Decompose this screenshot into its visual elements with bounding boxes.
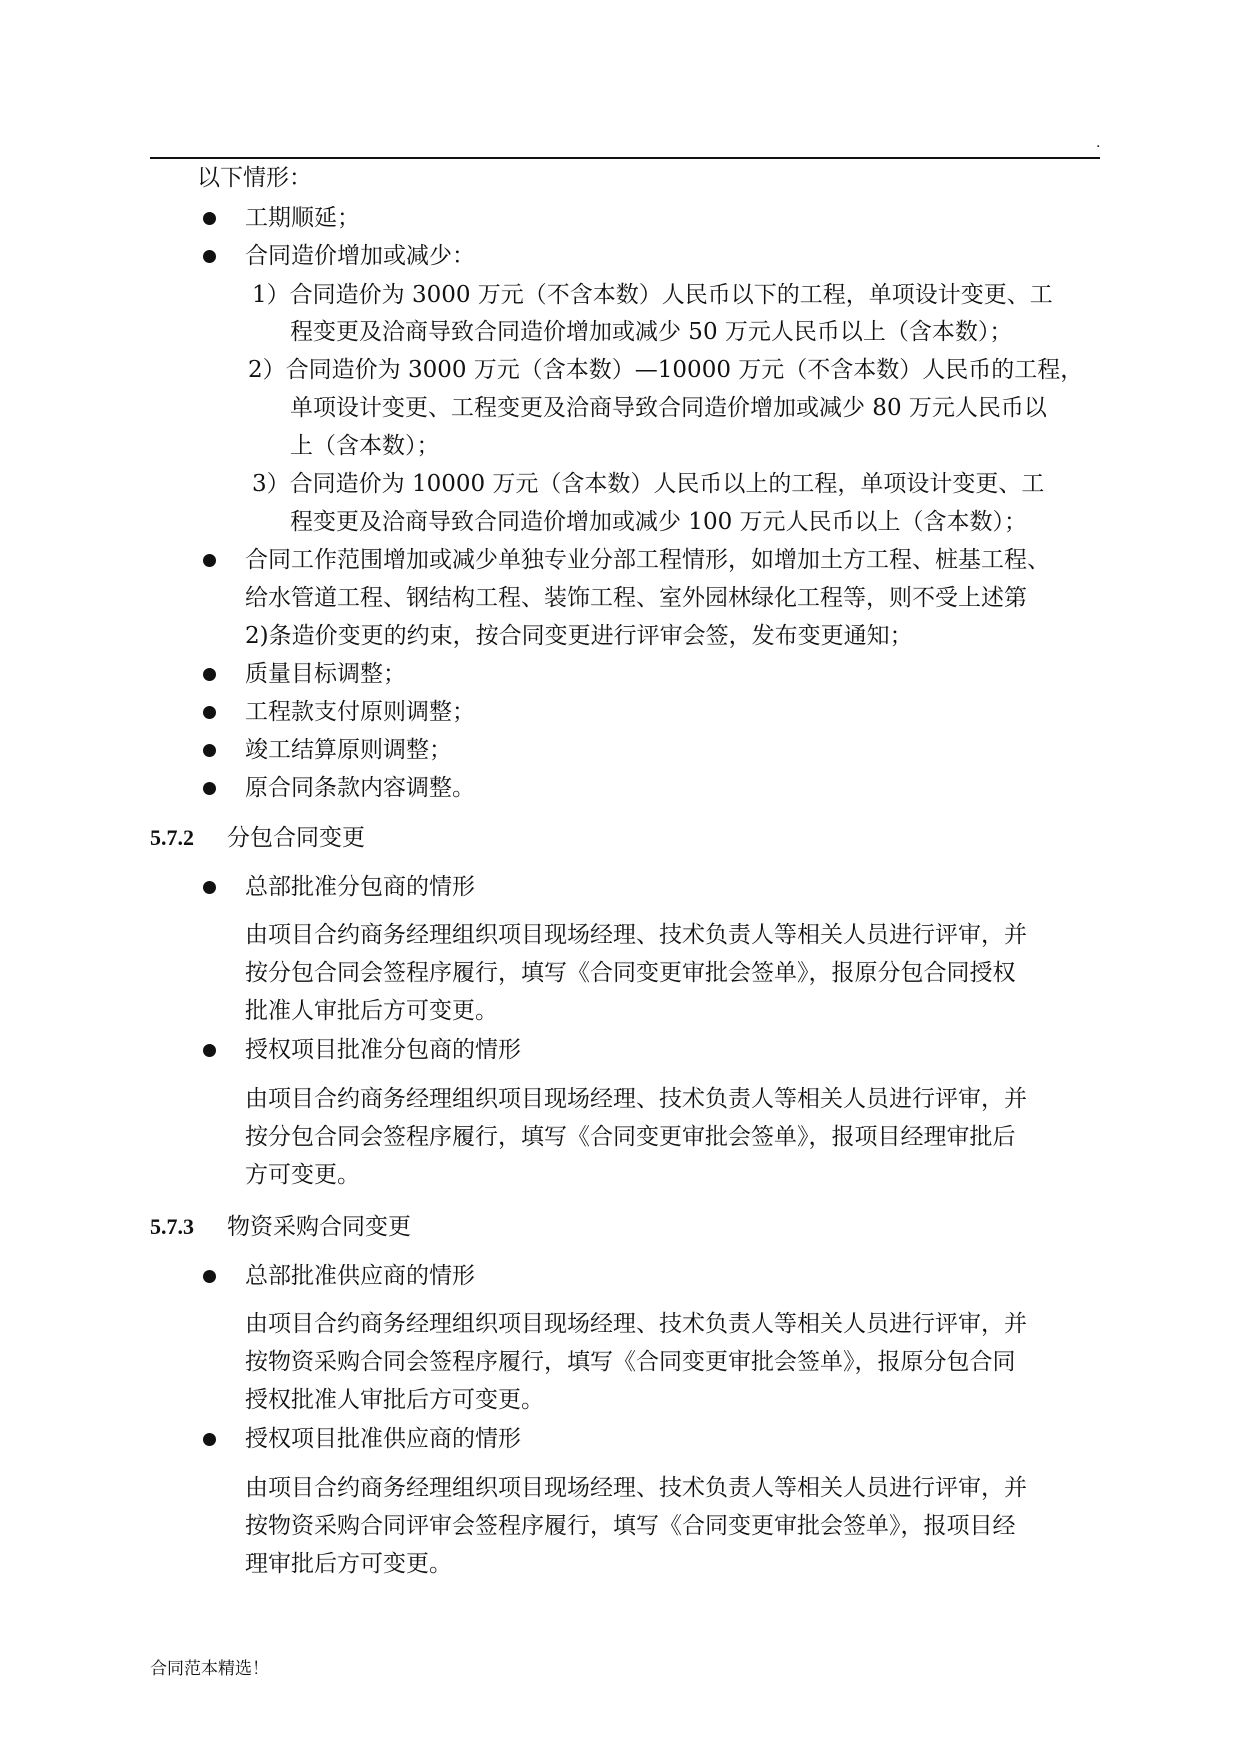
subitem-line: 2）合同造价为 3000 万元（含本数）—10000 万元（不含本数）人民币的工程，: [248, 357, 1084, 383]
list-item-cont: 2)条造价变更的约束，按合同变更进行评审会签，发布变更通知；: [245, 623, 913, 649]
list-item: 授权项目批准分包商的情形: [245, 1037, 521, 1063]
bullet-icon: [203, 782, 216, 795]
paragraph-line: 由项目合约商务经理组织项目现场经理、技术负责人等相关人员进行评审，并: [245, 1311, 1027, 1337]
list-item-cont: 给水管道工程、钢结构工程、装饰工程、室外园林绿化工程等，则不受上述第: [245, 585, 1027, 611]
paragraph-line: 授权批准人审批后方可变更。: [245, 1387, 544, 1413]
paragraph-line: 由项目合约商务经理组织项目现场经理、技术负责人等相关人员进行评审，并: [245, 1086, 1027, 1112]
bullet-icon: [203, 250, 216, 263]
intro-text: 以下情形：: [197, 165, 312, 191]
paragraph-line: 理审批后方可变更。: [245, 1551, 452, 1577]
bullet-icon: [203, 212, 216, 225]
subitem-line: 单项设计变更、工程变更及洽商导致合同造价增加或减少 80 万元人民币以: [290, 395, 1047, 421]
paragraph-line: 按分包合同会签程序履行，填写《合同变更审批会签单》，报项目经理审批后: [245, 1124, 1016, 1150]
section-title: 物资采购合同变更: [227, 1214, 411, 1240]
subitem-line: 3）合同造价为 10000 万元（含本数）人民币以上的工程，单项设计变更、工: [252, 471, 1045, 497]
bullet-icon: [203, 1433, 216, 1446]
bullet-icon: [203, 881, 216, 894]
bullet-icon: [203, 1270, 216, 1283]
bullet-icon: [203, 554, 216, 567]
list-item: 总部批准分包商的情形: [245, 874, 475, 900]
section-number: 5.7.2: [150, 825, 194, 850]
bullet-icon: [203, 1044, 216, 1057]
header-rule: [150, 157, 1100, 159]
bullet-icon: [203, 744, 216, 757]
section-number: 5.7.3: [150, 1214, 194, 1239]
list-item: 竣工结算原则调整；: [245, 737, 452, 763]
list-item: 工期顺延；: [245, 205, 360, 231]
list-item: 质量目标调整；: [245, 661, 406, 687]
subitem-line: 程变更及洽商导致合同造价增加或减少 50 万元人民币以上（含本数）；: [290, 319, 1013, 345]
header-mark: .: [1096, 135, 1101, 151]
list-item: 授权项目批准供应商的情形: [245, 1426, 521, 1452]
list-item: 总部批准供应商的情形: [245, 1263, 475, 1289]
bullet-icon: [203, 668, 216, 681]
paragraph-line: 按物资采购合同会签程序履行，填写《合同变更审批会签单》，报原分包合同: [245, 1349, 1016, 1375]
paragraph-line: 由项目合约商务经理组织项目现场经理、技术负责人等相关人员进行评审，并: [245, 922, 1027, 948]
list-item: 合同工作范围增加或减少单独专业分部工程情形，如增加土方工程、桩基工程、: [245, 547, 1050, 573]
paragraph-line: 按分包合同会签程序履行，填写《合同变更审批会签单》，报原分包合同授权: [245, 960, 1016, 986]
bullet-icon: [203, 706, 216, 719]
paragraph-line: 由项目合约商务经理组织项目现场经理、技术负责人等相关人员进行评审，并: [245, 1475, 1027, 1501]
page-footer: 合同范本精选！: [150, 1659, 269, 1679]
subitem-line: 程变更及洽商导致合同造价增加或减少 100 万元人民币以上（含本数）；: [290, 509, 1028, 535]
subitem-line: 1）合同造价为 3000 万元（不含本数）人民币以下的工程，单项设计变更、工: [252, 282, 1053, 308]
subitem-line: 上（含本数）；: [290, 433, 440, 459]
list-item: 合同造价增加或减少：: [245, 243, 475, 269]
list-item: 工程款支付原则调整；: [245, 699, 475, 725]
section-title: 分包合同变更: [227, 825, 365, 851]
list-item: 原合同条款内容调整。: [245, 775, 475, 801]
paragraph-line: 按物资采购合同评审会签程序履行，填写《合同变更审批会签单》，报项目经: [245, 1513, 1016, 1539]
paragraph-line: 方可变更。: [245, 1162, 360, 1188]
paragraph-line: 批准人审批后方可变更。: [245, 998, 498, 1024]
